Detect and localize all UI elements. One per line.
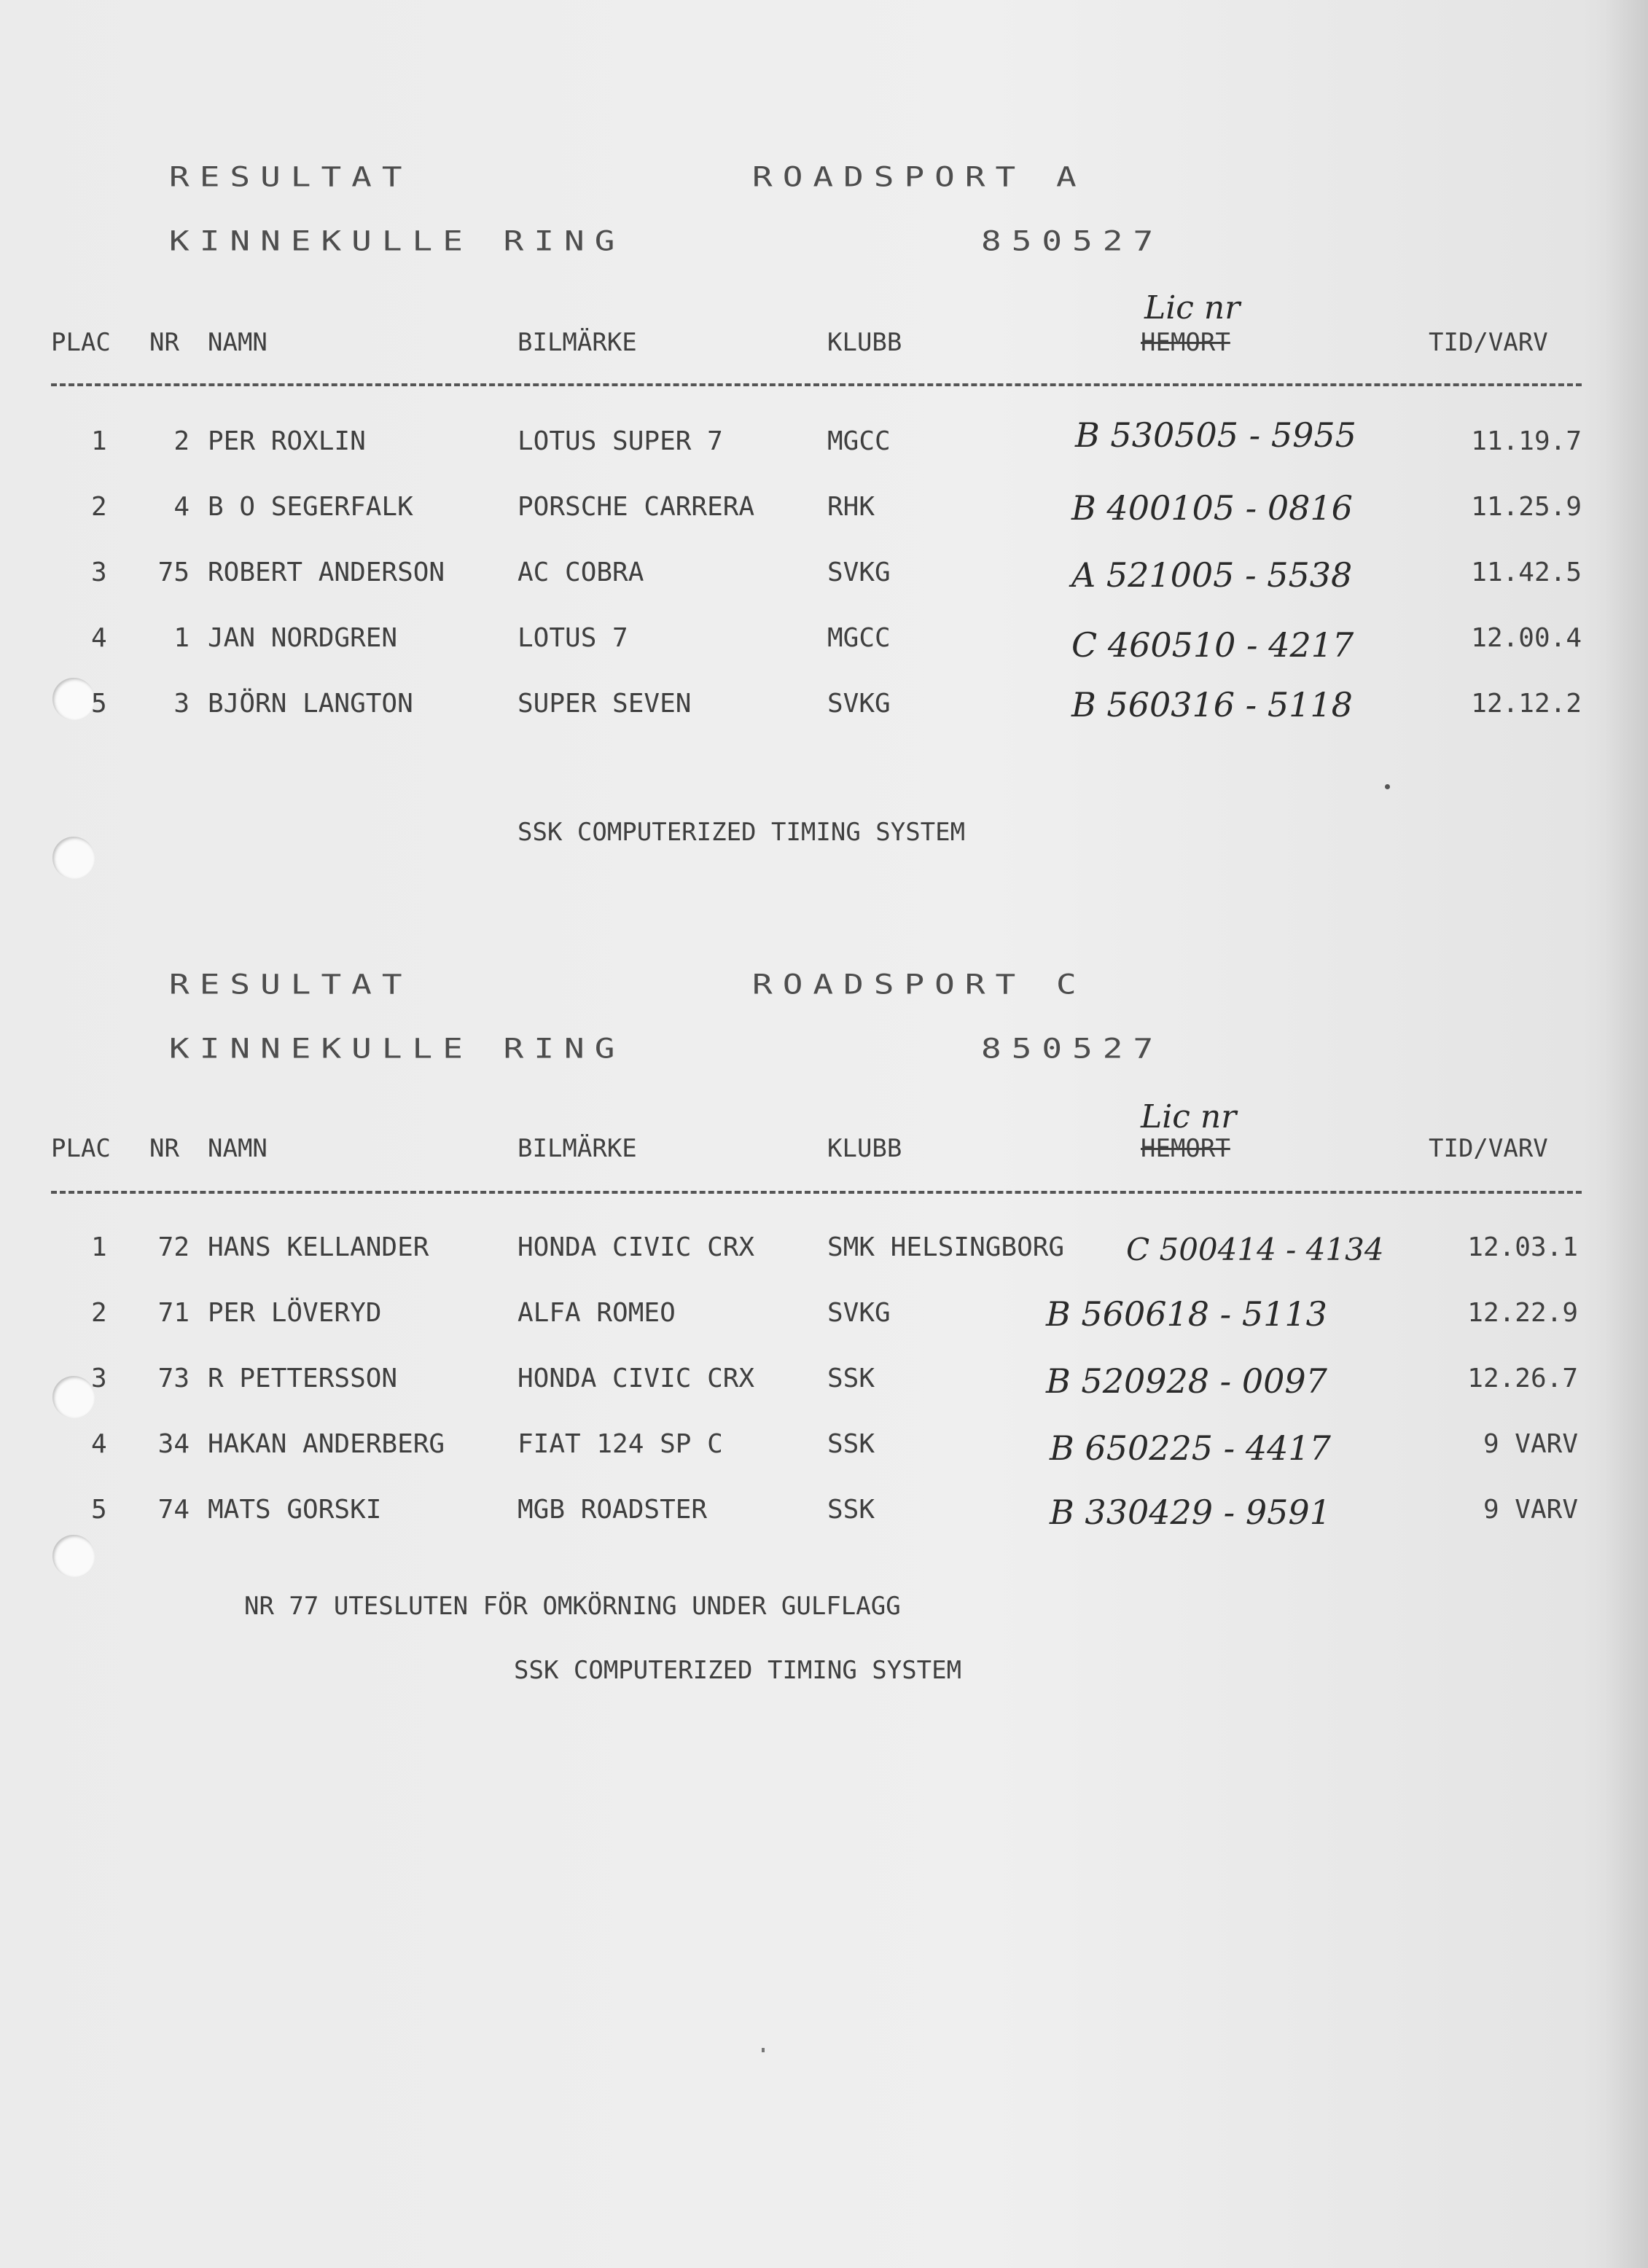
col-header-bilmarke: BILMÄRKE <box>518 328 637 357</box>
cell-nr: 3 <box>173 689 190 719</box>
cell-license-handwritten: C 460510 - 4217 <box>1071 625 1354 665</box>
cell-nr: 34 <box>157 1429 190 1459</box>
block-title: RESULTAT <box>169 160 413 193</box>
venue-name: KINNEKULLE RING <box>169 224 625 257</box>
col-header-tid: TID/VARV <box>1429 328 1548 357</box>
cell-klubb: SSK <box>827 1364 875 1393</box>
cell-plac: 1 <box>91 1232 107 1262</box>
exclusion-note: NR 77 UTESLUTEN FÖR OMKÖRNING UNDER GULFLAGG <box>244 1592 901 1621</box>
cell-tid: 12.26.7 <box>1467 1364 1578 1393</box>
col-header-plac: PLAC <box>51 328 111 357</box>
cell-namn: HANS KELLANDER <box>208 1232 429 1262</box>
cell-license-handwritten: B 400105 - 0816 <box>1071 488 1353 528</box>
cell-nr: 75 <box>157 558 190 587</box>
cell-bilmarke: MGB ROADSTER <box>518 1495 708 1525</box>
cell-bilmarke: HONDA CIVIC CRX <box>518 1232 755 1262</box>
cell-nr: 73 <box>157 1364 190 1393</box>
cell-bilmarke: FIAT 124 SP C <box>518 1429 723 1459</box>
license-handwritten-header: Lic nr <box>1141 1098 1237 1135</box>
cell-nr: 72 <box>157 1232 190 1262</box>
col-header-tid: TID/VARV <box>1429 1134 1548 1163</box>
cell-tid: 11.25.9 <box>1471 492 1582 522</box>
cell-namn: BJÖRN LANGTON <box>208 689 413 719</box>
cell-klubb: SVKG <box>827 1298 891 1328</box>
col-header-hemort-struck: HEMORT <box>1141 328 1230 357</box>
cell-namn: PER ROXLIN <box>208 426 366 456</box>
block-title: RESULTAT <box>169 968 413 1001</box>
cell-license-handwritten: B 560618 - 5113 <box>1046 1294 1327 1334</box>
cell-klubb: SMK HELSINGBORG <box>827 1232 1065 1262</box>
event-date: 850527 <box>981 224 1164 257</box>
cell-namn: HAKAN ANDERBERG <box>208 1429 445 1459</box>
cell-nr: 71 <box>157 1298 190 1328</box>
page-edge-shadow <box>1604 0 1648 2268</box>
col-header-namn: NAMN <box>208 328 267 357</box>
cell-tid: 11.42.5 <box>1471 558 1582 587</box>
cell-bilmarke: HONDA CIVIC CRX <box>518 1364 755 1393</box>
cell-nr: 1 <box>173 623 190 653</box>
cell-plac: 4 <box>91 1429 107 1459</box>
cell-plac: 5 <box>91 1495 107 1525</box>
cell-bilmarke: SUPER SEVEN <box>518 689 692 719</box>
cell-license-handwritten: B 650225 - 4417 <box>1050 1428 1331 1468</box>
cell-bilmarke: AC COBRA <box>518 558 644 587</box>
cell-license-handwritten: B 530505 - 5955 <box>1075 415 1356 455</box>
cell-namn: MATS GORSKI <box>208 1495 382 1525</box>
cell-license-handwritten: C 500414 - 4134 <box>1126 1232 1384 1267</box>
cell-tid: 12.03.1 <box>1467 1232 1578 1262</box>
col-header-bilmarke: BILMÄRKE <box>518 1134 637 1163</box>
punch-hole <box>52 1376 95 1418</box>
cell-license-handwritten: B 520928 - 0097 <box>1046 1361 1327 1401</box>
venue-name: KINNEKULLE RING <box>169 1032 625 1065</box>
cell-tid: 12.22.9 <box>1467 1298 1578 1328</box>
cell-klubb: SSK <box>827 1429 875 1459</box>
punch-hole <box>52 678 95 720</box>
cell-bilmarke: LOTUS SUPER 7 <box>518 426 723 456</box>
cell-namn: JAN NORDGREN <box>208 623 398 653</box>
cell-nr: 2 <box>173 426 190 456</box>
cell-bilmarke: ALFA ROMEO <box>518 1298 676 1328</box>
cell-tid: 11.19.7 <box>1471 426 1582 456</box>
cell-plac: 3 <box>91 558 107 587</box>
license-handwritten-header: Lic nr <box>1144 289 1241 326</box>
cell-nr: 4 <box>173 492 190 522</box>
col-header-nr: NR <box>149 1134 179 1163</box>
cell-license-handwritten: A 521005 - 5538 <box>1071 555 1353 595</box>
cell-namn: PER LÖVERYD <box>208 1298 382 1328</box>
class-name: ROADSPORT C <box>752 968 1087 1001</box>
punch-hole <box>52 837 95 879</box>
cell-license-handwritten: B 560316 - 5118 <box>1071 685 1353 724</box>
cell-klubb: SSK <box>827 1495 875 1525</box>
cell-klubb: SVKG <box>827 558 891 587</box>
cell-plac: 1 <box>91 426 107 456</box>
cell-plac: 5 <box>91 689 107 719</box>
header-divider <box>51 383 1582 386</box>
cell-plac: 4 <box>91 623 107 653</box>
scan-speck <box>762 2048 765 2052</box>
col-header-plac: PLAC <box>51 1134 111 1163</box>
header-divider <box>51 1191 1582 1194</box>
cell-namn: R PETTERSSON <box>208 1364 398 1393</box>
cell-tid: 9 VARV <box>1483 1429 1578 1459</box>
cell-klubb: MGCC <box>827 426 891 456</box>
scan-speck <box>1385 784 1390 789</box>
col-header-klubb: KLUBB <box>827 328 902 357</box>
event-date: 850527 <box>981 1032 1164 1065</box>
cell-tid: 12.12.2 <box>1471 689 1582 719</box>
cell-klubb: MGCC <box>827 623 891 653</box>
cell-plac: 3 <box>91 1364 107 1393</box>
cell-plac: 2 <box>91 1298 107 1328</box>
timing-system-footer: SSK COMPUTERIZED TIMING SYSTEM <box>514 1656 962 1685</box>
cell-klubb: RHK <box>827 492 875 522</box>
cell-plac: 2 <box>91 492 107 522</box>
col-header-namn: NAMN <box>208 1134 267 1163</box>
cell-license-handwritten: B 330429 - 9591 <box>1050 1493 1331 1532</box>
cell-tid: 9 VARV <box>1483 1495 1578 1525</box>
punch-hole <box>52 1535 95 1577</box>
cell-namn: B O SEGERFALK <box>208 492 413 522</box>
cell-tid: 12.00.4 <box>1471 623 1582 653</box>
timing-system-footer: SSK COMPUTERIZED TIMING SYSTEM <box>518 818 966 847</box>
col-header-nr: NR <box>149 328 179 357</box>
cell-namn: ROBERT ANDERSON <box>208 558 445 587</box>
col-header-hemort-struck: HEMORT <box>1141 1134 1230 1163</box>
cell-bilmarke: LOTUS 7 <box>518 623 628 653</box>
cell-nr: 74 <box>157 1495 190 1525</box>
cell-bilmarke: PORSCHE CARRERA <box>518 492 755 522</box>
class-name: ROADSPORT A <box>752 160 1087 193</box>
cell-klubb: SVKG <box>827 689 891 719</box>
col-header-klubb: KLUBB <box>827 1134 902 1163</box>
